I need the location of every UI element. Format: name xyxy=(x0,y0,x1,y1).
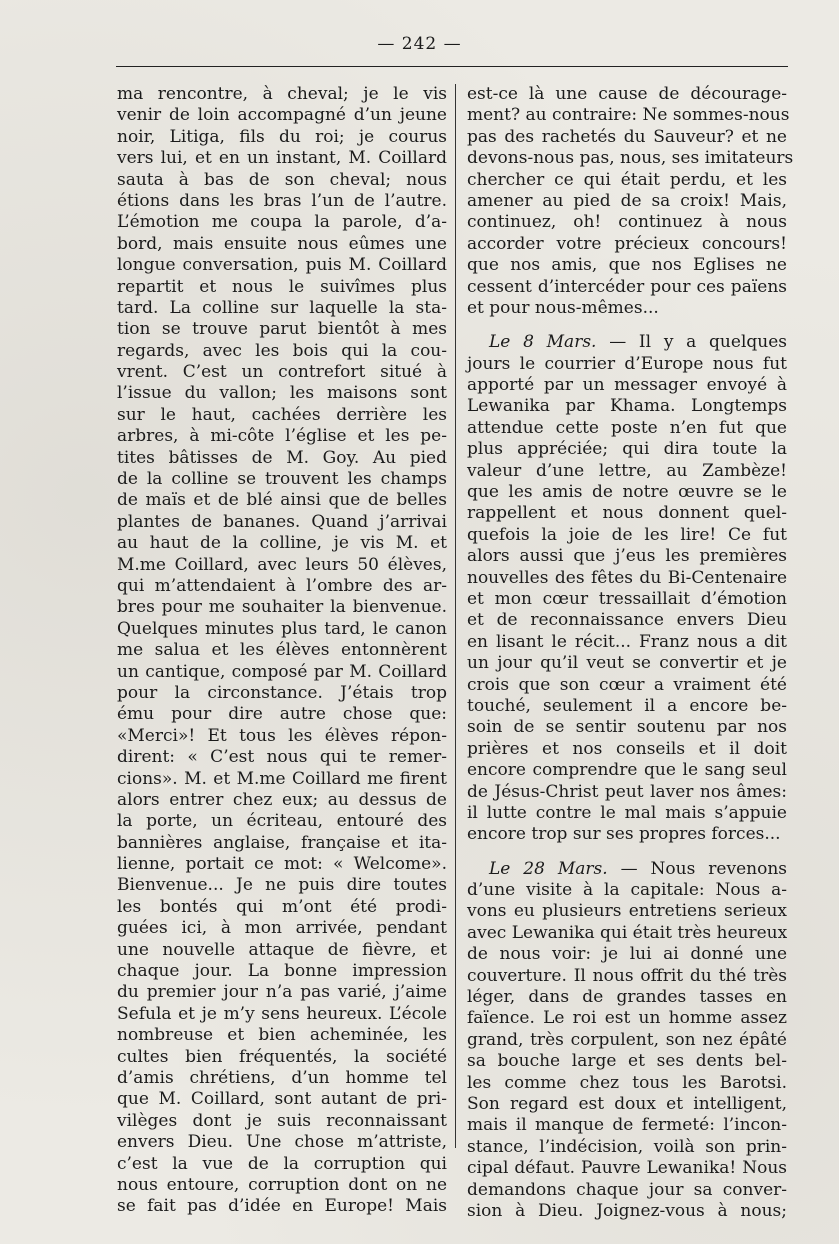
text-line xyxy=(117,1089,447,1110)
text-line xyxy=(117,277,447,298)
text-line xyxy=(117,918,447,939)
text-line xyxy=(117,875,447,896)
line-text: sa bouche large et ses dents bel- xyxy=(467,1051,787,1072)
line-text: une nouvelle attaque de fièvre, et xyxy=(117,939,447,960)
text-line xyxy=(117,490,447,511)
line-text: rappellent et nous donnent quel- xyxy=(467,503,787,524)
text-line xyxy=(117,940,447,961)
line-text: dirent: « C’est nous qui te remer- xyxy=(117,747,447,768)
line-text: M.me Coillard, avec leurs 50 élèves, xyxy=(117,554,447,575)
text-line xyxy=(467,923,787,944)
line-text: guées ici, à mon arrivée, pendant xyxy=(117,918,447,939)
text-line xyxy=(117,576,447,597)
text-line xyxy=(117,148,447,169)
text-line xyxy=(467,944,787,965)
line-text: amener au pied de sa croix! Mais, xyxy=(467,190,787,211)
text-line xyxy=(117,683,447,704)
line-text: les bontés qui m’ont été prodi- xyxy=(117,896,447,917)
text-line xyxy=(117,790,447,811)
line-text: arbres, à mi-côte l’église et les pe- xyxy=(117,426,447,447)
text-line xyxy=(467,212,787,233)
line-text: Quelques minutes plus tard, le canon xyxy=(117,618,447,639)
text-line xyxy=(117,1025,447,1046)
text-line xyxy=(467,653,787,674)
text-line xyxy=(467,396,787,417)
text-line xyxy=(467,1094,787,1115)
line-text: Son regard est doux et intelligent, xyxy=(467,1093,787,1114)
line-text: continuez, oh! continuez à nous xyxy=(467,212,787,233)
text-line xyxy=(117,298,447,319)
text-line xyxy=(117,726,447,747)
line-text: d’une visite à la capitale: Nous a- xyxy=(467,880,787,901)
text-line xyxy=(467,503,787,524)
column-divider xyxy=(455,84,456,1148)
line-text: au haut de la colline, je vis M. et xyxy=(117,533,447,554)
line-text: crois que son cœur a vraiment été xyxy=(467,674,787,695)
text-line xyxy=(467,739,787,760)
text-line xyxy=(467,191,787,212)
paragraph-gap xyxy=(467,319,787,332)
text-line xyxy=(467,1201,787,1222)
text-line xyxy=(467,675,787,696)
left-column xyxy=(117,84,447,1218)
page-number: — 242 — xyxy=(377,34,462,54)
line-text: stance, l’indécision, voilà son prin- xyxy=(467,1136,787,1157)
line-text: Lewanika par Khama. Longtemps xyxy=(467,396,787,417)
line-text: — Nous revenons xyxy=(607,858,787,879)
line-text: bres pour me souhaiter la bienvenue. xyxy=(117,597,447,618)
text-line xyxy=(117,555,447,576)
text-line xyxy=(467,987,787,1008)
line-text: pour la circonstance. J’étais trop xyxy=(117,682,447,703)
text-line xyxy=(467,1137,787,1158)
line-text: c’est la vue de la corruption qui xyxy=(117,1153,447,1174)
line-text: vers lui, et en un instant, M. Coillard xyxy=(117,148,447,169)
text-line xyxy=(467,1073,787,1094)
text-line xyxy=(467,298,787,319)
text-line xyxy=(117,811,447,832)
line-text: couverture. Il nous offrit du thé très xyxy=(467,965,787,986)
line-text: faïence. Le roi est un homme assez xyxy=(467,1008,787,1029)
line-text: qui m’attendaient à l’ombre des ar- xyxy=(117,575,447,596)
text-line xyxy=(117,234,447,255)
line-text: me salua et les élèves entonnèrent xyxy=(117,640,447,661)
line-text: sion à Dieu. Joignez-vous à nous; xyxy=(467,1200,787,1221)
text-line xyxy=(467,255,787,276)
line-text: apporté par un messager envoyé à xyxy=(467,375,787,396)
line-text: cessent d’intercéder pour ces païens xyxy=(467,276,787,297)
text-line xyxy=(117,961,447,982)
text-line xyxy=(467,418,787,439)
line-text: longue conversation, puis M. Coillard xyxy=(117,255,447,276)
line-text: cions». M. et M.me Coillard me firent xyxy=(117,768,447,789)
text-line xyxy=(467,277,787,298)
line-text: de la colline se trouvent les champs xyxy=(117,469,447,490)
text-line xyxy=(117,619,447,640)
line-text: nous entoure, corruption dont on ne xyxy=(117,1174,447,1195)
line-text: nouvelles des fêtes du Bi-Centenaire xyxy=(467,567,787,588)
text-line xyxy=(117,362,447,383)
text-line xyxy=(467,354,787,375)
text-line xyxy=(117,105,447,126)
text-line xyxy=(467,1158,787,1179)
line-text: vrent. C’est un contrefort situé à xyxy=(117,362,447,383)
text-line xyxy=(117,405,447,426)
text-line xyxy=(117,512,447,533)
text-line xyxy=(117,704,447,725)
text-line xyxy=(117,426,447,447)
text-line xyxy=(467,717,787,738)
line-text: que nos amis, que nos Eglises ne xyxy=(467,255,787,276)
text-line xyxy=(467,546,787,567)
text-line xyxy=(117,597,447,618)
line-text: ment? au contraire: Ne sommes-nous xyxy=(467,105,790,126)
text-line xyxy=(117,1154,447,1175)
text-line xyxy=(467,824,787,845)
text-line xyxy=(467,1051,787,1072)
text-line xyxy=(467,760,787,781)
line-text: plantes de bananes. Quand j’arrivai xyxy=(117,511,447,532)
line-text: chercher ce qui était perdu, et les xyxy=(467,169,787,190)
text-line xyxy=(117,212,447,233)
text-line xyxy=(467,568,787,589)
line-text: pas des rachetés du Sauveur? et ne xyxy=(467,126,787,147)
line-text: L’émotion me coupa la parole, d’a- xyxy=(117,212,447,233)
line-text: bannières anglaise, française et ita- xyxy=(117,832,447,853)
line-text: léger, dans de grandes tasses en xyxy=(467,987,787,1008)
text-line xyxy=(117,341,447,362)
text-line xyxy=(467,966,787,987)
text-line xyxy=(117,1175,447,1196)
text-line xyxy=(117,1004,447,1025)
text-line xyxy=(467,170,787,191)
text-line xyxy=(467,482,787,503)
line-text: sur le haut, cachées derrière les xyxy=(117,404,447,425)
line-text: mais il manque de fermeté: l’incon- xyxy=(467,1115,787,1136)
line-text: Sefula et je m’y sens heureux. L’école xyxy=(117,1003,447,1024)
line-text: que M. Coillard, sont autant de pri- xyxy=(117,1089,447,1110)
text-line xyxy=(117,833,447,854)
text-line xyxy=(117,1196,447,1217)
text-line xyxy=(467,439,787,460)
line-text: avec Lewanika qui était très heureux xyxy=(467,922,788,943)
line-text: la porte, un écriteau, entouré des xyxy=(117,811,447,832)
line-text: quefois la joie de les lire! Ce fut xyxy=(467,524,787,545)
line-text: touché, seulement il a encore be- xyxy=(467,695,787,716)
line-text: est-ce là une cause de décourage- xyxy=(467,84,787,104)
text-line xyxy=(117,640,447,661)
line-text: tion se trouve parut bientôt à mes xyxy=(117,319,447,340)
line-text: il lutte contre le mal mais s’appuie xyxy=(467,802,787,823)
line-text: venir de loin accompagné d’un jeune xyxy=(117,105,447,126)
text-line xyxy=(467,84,787,105)
text-line xyxy=(467,589,787,610)
right-column xyxy=(467,84,794,1222)
text-line xyxy=(467,632,787,653)
line-text: de Jésus-Christ peut laver nos âmes: xyxy=(467,781,787,802)
text-line xyxy=(117,982,447,1003)
line-text: «Merci»! Et tous les élèves répon- xyxy=(117,725,447,746)
text-line xyxy=(117,319,447,340)
line-text: grand, très corpulent, son nez épâté xyxy=(467,1029,787,1050)
line-text: accorder votre précieux concours! xyxy=(467,233,787,254)
text-line xyxy=(467,610,787,631)
text-line xyxy=(117,127,447,148)
line-text: encore trop sur ses propres forces... xyxy=(467,824,781,845)
line-text: nombreuse et bien acheminée, les xyxy=(117,1025,447,1046)
text-line xyxy=(117,1047,447,1068)
line-text: valeur d’une lettre, au Zambèze! xyxy=(467,460,787,481)
line-text: un cantique, composé par M. Coillard xyxy=(117,661,447,682)
line-text: noir, Litiga, fils du roi; je courus xyxy=(117,126,447,147)
line-text: tard. La colline sur laquelle la sta- xyxy=(117,297,447,318)
line-text: cipal défaut. Pauvre Lewanika! Nous xyxy=(467,1158,787,1179)
line-text: d’amis chrétiens, d’un homme tel xyxy=(117,1067,447,1088)
text-line xyxy=(467,105,790,126)
text-line xyxy=(467,375,787,396)
line-text: cultes bien fréquentés, la société xyxy=(117,1046,447,1067)
text-line xyxy=(117,469,447,490)
line-text: et mon cœur tressaillait d’émotion xyxy=(467,588,787,609)
text-line xyxy=(467,234,787,255)
text-line xyxy=(467,803,787,824)
text-line xyxy=(467,782,787,803)
line-text: ma rencontre, à cheval; je le vis xyxy=(117,84,447,104)
line-text: bord, mais ensuite nous eûmes une xyxy=(117,233,447,254)
line-text: devons-nous pas, nous, ses imitateurs xyxy=(467,148,794,169)
line-text: que les amis de notre œuvre se le xyxy=(467,482,787,503)
line-text: jours le courrier d’Europe nous fut xyxy=(467,353,787,374)
text-line xyxy=(117,747,447,768)
text-line xyxy=(467,696,787,717)
text-line xyxy=(117,1132,447,1153)
header-rule xyxy=(116,66,788,67)
line-text: de nous voir: je lui ai donné une xyxy=(467,944,787,965)
line-text: Bienvenue... Je ne puis dire toutes xyxy=(117,875,447,896)
line-text: lienne, portait ce mot: « Welcome». xyxy=(117,854,447,875)
line-text: sauta à bas de son cheval; nous xyxy=(117,169,447,190)
line-text: encore comprendre que le sang seul xyxy=(467,760,787,781)
line-text: chaque jour. La bonne impression xyxy=(117,961,447,982)
line-text: les comme chez tous les Barotsi. xyxy=(467,1072,787,1093)
text-line xyxy=(467,1030,787,1051)
line-text: en lisant le récit... Franz nous a dit xyxy=(467,631,787,652)
line-text: étions dans les bras l’un de l’autre. xyxy=(117,190,447,211)
line-text: un jour qu’il veut se convertir et je xyxy=(467,653,787,674)
line-text: et pour nous-mêmes... xyxy=(467,297,659,318)
line-text: demandons chaque jour sa conver- xyxy=(467,1179,787,1200)
text-line xyxy=(117,897,447,918)
line-text: vons eu plusieurs entretiens serieux xyxy=(467,901,787,922)
line-text: du premier jour n’a pas varié, j’aime xyxy=(117,982,447,1003)
line-text: vilèges dont je suis reconnaissant xyxy=(117,1110,447,1131)
text-line xyxy=(467,859,787,880)
text-line xyxy=(467,1115,787,1136)
line-text: attendue cette poste n’en fut que xyxy=(467,417,787,438)
text-line xyxy=(467,880,787,901)
text-line xyxy=(467,1008,787,1029)
paragraph-gap xyxy=(467,846,787,859)
text-line xyxy=(117,854,447,875)
line-text: et de reconnaissance envers Dieu xyxy=(467,610,787,631)
line-text: alors aussi que j’eus les premières xyxy=(467,546,787,567)
line-text: l’issue du vallon; les maisons sont xyxy=(117,383,447,404)
line-text: plus appréciée; qui dira toute la xyxy=(467,439,787,460)
text-line xyxy=(467,1180,787,1201)
text-line xyxy=(467,525,787,546)
entry-date: Le 28 Mars. xyxy=(489,858,608,879)
text-line xyxy=(117,191,447,212)
line-text: envers Dieu. Une chose m’attriste, xyxy=(117,1132,447,1153)
text-line xyxy=(117,170,447,191)
text-line xyxy=(467,148,794,169)
text-line xyxy=(117,533,447,554)
line-text: ému pour dire autre chose que: xyxy=(117,704,447,725)
line-text: regards, avec les bois qui la cou- xyxy=(117,340,447,361)
text-line xyxy=(467,127,787,148)
text-line xyxy=(467,332,787,353)
text-line xyxy=(117,769,447,790)
line-text: soin de se sentir soutenu par nos xyxy=(467,717,787,738)
text-line xyxy=(467,901,787,922)
text-line xyxy=(117,383,447,404)
line-text: de maïs et de blé ainsi que de belles xyxy=(117,490,447,511)
text-line xyxy=(117,255,447,276)
line-text: tites bâtisses de M. Goy. Au pied xyxy=(117,447,447,468)
text-line xyxy=(117,448,447,469)
line-text: alors entrer chez eux; au dessus de xyxy=(117,789,447,810)
entry-date: Le 8 Mars. xyxy=(489,332,597,353)
text-line xyxy=(117,1111,447,1132)
text-line xyxy=(117,662,447,683)
text-line xyxy=(117,1068,447,1089)
line-text: prières et nos conseils et il doit xyxy=(467,738,787,759)
text-line xyxy=(467,461,787,482)
text-line xyxy=(117,84,447,105)
line-text: se fait pas d’idée en Europe! Mais xyxy=(117,1196,447,1217)
line-text: — Il y a quelques xyxy=(596,332,787,353)
line-text: repartit et nous le suivîmes plus xyxy=(117,276,447,297)
